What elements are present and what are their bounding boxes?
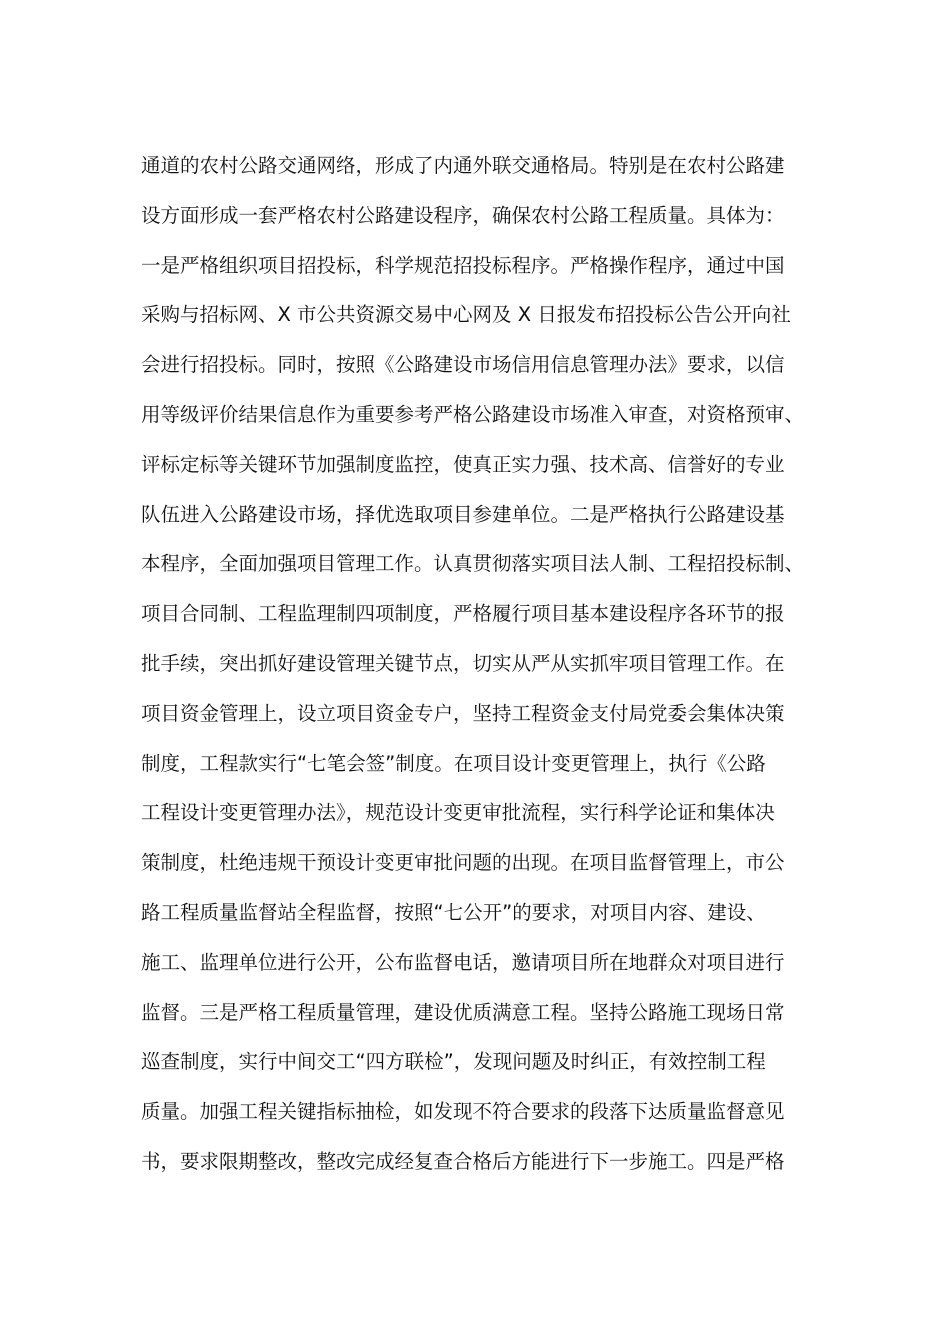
text-line: 项目合同制、工程监理制四项制度，严格履行项目基本建设程序各环节的报: [141, 602, 785, 626]
text-line: 用等级评价结果信息作为重要参考严格公路建设市场准入审查，对资格预审、: [141, 402, 805, 426]
text-line: 本程序，全面加强项目管理工作。认真贯彻落实项目法人制、工程招投标制、: [141, 552, 805, 576]
text-line: 会进行招投标。同时，按照《公路建设市场信用信息管理办法》要求，以信: [141, 353, 785, 377]
text-line: 书，要求限期整改，整改完成经复查合格后方能进行下一步施工。四是严格: [141, 1149, 785, 1173]
text-line: 通道的农村公路交通网络，形成了内通外联交通格局。特别是在农村公路建: [141, 154, 785, 177]
text-line: 巡查制度，实行中间交工“四方联检”，发现问题及时纠正，有效控制工程: [141, 1050, 766, 1074]
text-line: 设方面形成一套严格农村公路建设程序，确保农村公路工程质量。具体为：: [141, 203, 785, 227]
text-line: 评标定标等关键环节加强制度监控，使真正实力强、技术高、信誉好的专业: [141, 452, 785, 476]
text-line: 项目资金管理上，设立项目资金专户，坚持工程资金支付局党委会集体决策: [141, 701, 785, 725]
text-line: 施工、监理单位进行公开，公布监督电话，邀请项目所在地群众对项目进行: [141, 950, 785, 974]
text-line: 一是严格组织项目招投标，科学规范招投标程序。严格操作程序，通过中国: [141, 253, 785, 277]
text-line: 监督。三是严格工程质量管理，建设优质满意工程。坚持公路施工现场日常: [141, 1000, 785, 1024]
text-line: 策制度，杜绝违规干预设计变更审批问题的出现。在项目监督管理上，市公: [141, 851, 785, 875]
text-line: 工程设计变更管理办法》，规范设计变更审批流程，实行科学论证和集体决: [141, 801, 775, 825]
text-line: 队伍进入公路建设市场，择优选取项目参建单位。二是严格执行公路建设基: [141, 502, 785, 526]
text-line: 批手续，突出抓好建设管理关键节点，切实从严从实抓牢项目管理工作。在: [141, 651, 785, 675]
text-line: 质量。加强工程关键指标抽检，如发现不符合要求的段落下达质量监督意见: [141, 1100, 785, 1124]
body-paragraph: [141, 141, 831, 1187]
text-line: 制度，工程款实行“七笔会签”制度。在项目设计变更管理上，执行《公路: [141, 751, 766, 775]
text-line: 路工程质量监督站全程监督，按照“七公开”的要求，对项目内容、建设、: [141, 900, 766, 924]
text-line: 采购与招标网、X 市公共资源交易中心网及 X 日报发布招投标公告公开向社: [141, 303, 791, 327]
